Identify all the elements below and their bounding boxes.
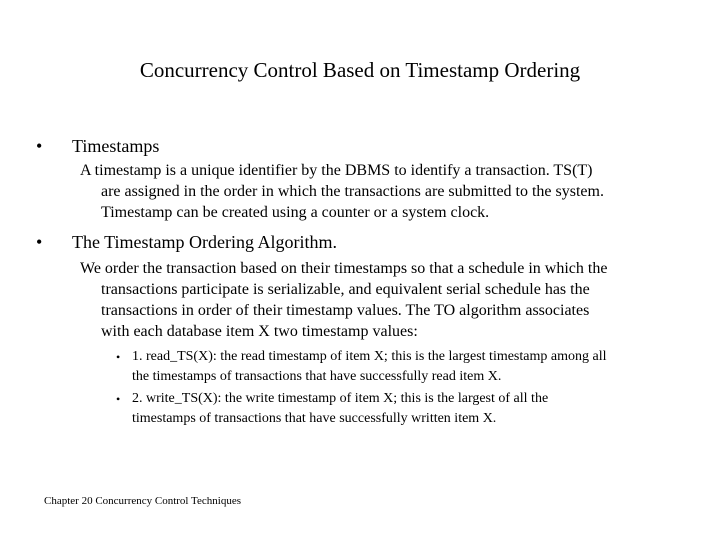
body-line: A timestamp is a unique identifier by the DBMS to identify a transaction. TS(T)	[80, 162, 593, 179]
sub-bullet-icon: •	[116, 350, 121, 364]
sub-item-line: 2. write_TS(X): the write timestamp of item X; this is the largest of all the	[132, 391, 549, 406]
bullet-icon: •	[36, 232, 43, 252]
bullet-heading-timestamps: Timestamps	[72, 136, 160, 156]
bullet-icon: •	[36, 136, 43, 156]
bullet-heading-to-algorithm: The Timestamp Ordering Algorithm.	[72, 232, 337, 252]
sub-item-line: the timestamps of transactions that have successfully read item X.	[132, 369, 502, 384]
to-algorithm-description	[80, 258, 607, 342]
body-line: are assigned in the order in which the transactions are submitted to the system.	[101, 183, 604, 200]
slide-footer: Chapter 20 Concurrency Control Techniques	[44, 495, 241, 507]
sub-item-line: 1. read_TS(X): the read timestamp of item X; this is the largest timestamp among all	[132, 349, 607, 364]
body-line: We order the transaction based on their timestamps so that a schedule in which the	[80, 260, 608, 277]
slide-title: Concurrency Control Based on Timestamp Ordering	[139, 58, 581, 82]
body-line: transactions participate is serializable, and equivalent serial schedule has the	[101, 281, 590, 298]
sub-item-write-ts	[132, 389, 548, 429]
timestamps-description	[80, 160, 604, 223]
sub-bullet-icon: •	[116, 392, 121, 406]
body-line: Timestamp can be created using a counter or a system clock.	[101, 204, 490, 221]
sub-item-line: timestamps of transactions that have successfully written item X.	[132, 411, 497, 426]
body-line: transactions in order of their timestamp values. The TO algorithm associates	[101, 302, 590, 319]
body-line: with each database item X two timestamp values:	[101, 323, 418, 340]
sub-item-read-ts	[132, 347, 606, 387]
